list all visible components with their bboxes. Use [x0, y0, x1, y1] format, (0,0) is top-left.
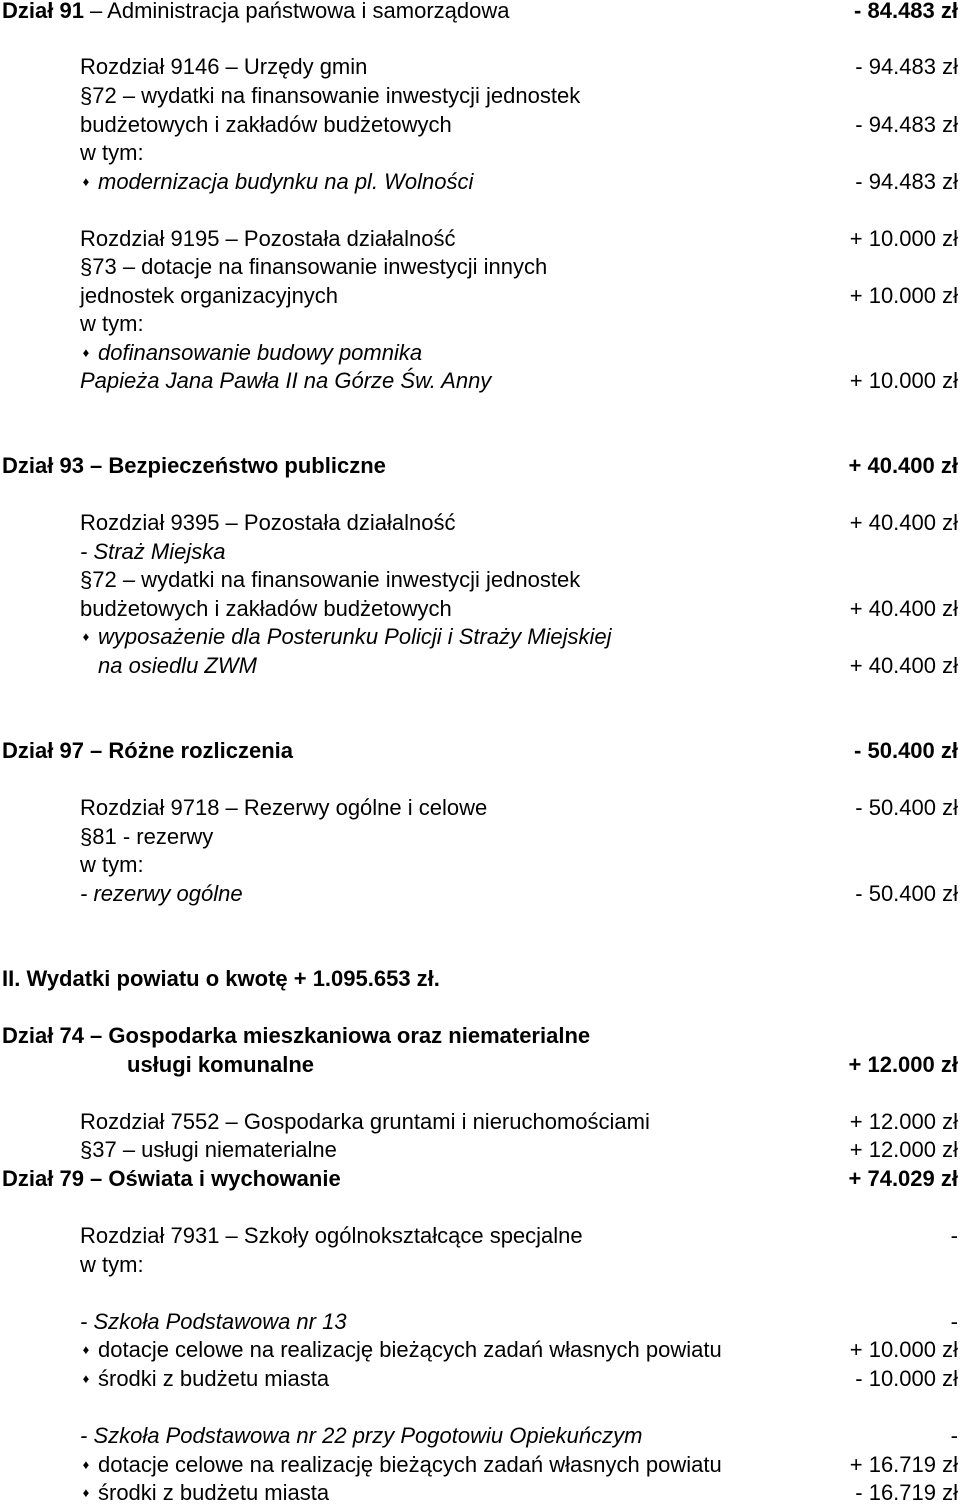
part-heading — [0, 965, 960, 993]
amount: - 16.719 zł — [855, 1480, 958, 1505]
amount: + 40.400 zł — [848, 453, 958, 478]
bullet-line — [0, 1336, 960, 1364]
paragraph-line — [0, 111, 960, 139]
item-line — [0, 880, 960, 908]
amount: + 40.400 zł — [849, 510, 958, 535]
bullet-icon: ♦ — [82, 1371, 90, 1386]
heading-text: Dział 91 – Administracja państwowa i samorządowa — [2, 0, 510, 23]
amount: + 74.029 zł — [848, 1166, 958, 1191]
label-line — [0, 139, 960, 167]
paragraph-line — [0, 253, 960, 281]
amount: + 12.000 zł — [849, 1137, 958, 1162]
item-text: środki z budżetu miasta — [98, 1480, 330, 1505]
item-text: Papieża Jana Pawła II na Górze Św. Anny — [80, 368, 492, 393]
section-heading — [0, 0, 960, 25]
item-line — [0, 538, 960, 566]
bullet-line — [0, 1365, 960, 1393]
amount: - 84.483 zł — [854, 0, 958, 23]
item-text: środki z budżetu miasta — [98, 1366, 330, 1391]
amount: + 16.719 zł — [849, 1452, 958, 1477]
bullet-line — [0, 1451, 960, 1479]
bullet-icon: ♦ — [82, 629, 90, 644]
item-text: na osiedlu ZWM — [98, 653, 257, 678]
section-heading — [0, 1022, 960, 1050]
item-text: - Szkoła Podstawowa nr 22 przy Pogotowiu Opiekuńczym — [80, 1423, 643, 1448]
bullet-line — [0, 168, 960, 196]
amount: - 50.400 zł — [855, 881, 958, 906]
chapter-line — [0, 225, 960, 253]
amount: - 94.483 zł — [855, 54, 958, 79]
item-line — [0, 1308, 960, 1336]
item-text: wyposażenie dla Posterunku Policji i Straży Miejskiej — [98, 624, 612, 649]
section-heading — [0, 737, 960, 765]
chapter-text: Rozdział 9395 – Pozostała działalność — [80, 510, 456, 535]
paragraph-text: §72 – wydatki na finansowanie inwestycji jednostek — [80, 567, 581, 592]
item-text: - Straż Miejska — [80, 539, 226, 564]
heading-text: II. Wydatki powiatu o kwotę + 1.095.653 zł. — [2, 966, 440, 991]
amount: - 94.483 zł — [855, 169, 958, 194]
chapter-line — [0, 794, 960, 822]
label-text: w tym: — [80, 852, 144, 877]
item-line — [0, 652, 960, 680]
label-text: w tym: — [80, 1252, 144, 1277]
paragraph-line — [0, 282, 960, 310]
amount: - 50.400 zł — [855, 795, 958, 820]
amount: - — [950, 1423, 958, 1448]
bullet-line — [0, 623, 960, 651]
bullet-line — [0, 1479, 960, 1507]
chapter-text: Rozdział 7552 – Gospodarka gruntami i nieruchomościami — [80, 1109, 650, 1134]
paragraph-text: §72 – wydatki na finansowanie inwestycji jednostek — [80, 83, 581, 108]
paragraph-text: budżetowych i zakładów budżetowych — [80, 112, 452, 137]
heading-text: Dział 97 – Różne rozliczenia — [2, 738, 293, 763]
chapter-line — [0, 1222, 960, 1250]
item-line — [0, 367, 960, 395]
chapter-line — [0, 1108, 960, 1136]
chapter-line — [0, 509, 960, 537]
amount: + 12.000 zł — [848, 1052, 958, 1077]
amount: + 12.000 zł — [849, 1109, 958, 1134]
label-text: w tym: — [80, 140, 144, 165]
item-line — [0, 1422, 960, 1450]
amount: - — [950, 1309, 958, 1334]
item-text: - Szkoła Podstawowa nr 13 — [80, 1309, 347, 1334]
bullet-icon: ♦ — [82, 345, 90, 360]
paragraph-text: budżetowych i zakładów budżetowych — [80, 596, 452, 621]
chapter-text: Rozdział 9195 – Pozostała działalność — [80, 226, 456, 251]
item-text: dofinansowanie budowy pomnika — [98, 340, 423, 365]
heading-text: Dział 79 – Oświata i wychowanie — [2, 1166, 341, 1191]
chapter-text: Rozdział 9718 – Rezerwy ogólne i celowe — [80, 795, 488, 820]
paragraph-line — [0, 1136, 960, 1164]
bullet-line — [0, 339, 960, 367]
heading-text: usługi komunalne — [127, 1052, 315, 1077]
label-line — [0, 1251, 960, 1279]
amount: - — [950, 1223, 958, 1248]
paragraph-text: jednostek organizacyjnych — [80, 283, 339, 308]
heading-text: Dział 74 – Gospodarka mieszkaniowa oraz niematerialne — [2, 1023, 591, 1048]
chapter-line — [0, 53, 960, 81]
chapter-text: Rozdział 7931 – Szkoły ogólnokształcące specjalne — [80, 1223, 583, 1248]
amount: + 10.000 zł — [849, 283, 958, 308]
amount: + 40.400 zł — [849, 653, 958, 678]
paragraph-text: §37 – usługi niematerialne — [80, 1137, 337, 1162]
section-heading-continued — [0, 1051, 960, 1079]
bullet-icon: ♦ — [82, 1457, 90, 1472]
paragraph-line — [0, 595, 960, 623]
amount: + 10.000 zł — [849, 1337, 958, 1362]
paragraph-text: §73 – dotacje na finansowanie inwestycji innych — [80, 254, 548, 279]
chapter-text: Rozdział 9146 – Urzędy gmin — [80, 54, 368, 79]
heading-text: Dział 93 – Bezpieczeństwo publiczne — [2, 453, 386, 478]
item-text: dotacje celowe na realizację bieżących zadań własnych powiatu — [98, 1452, 722, 1477]
paragraph-line — [0, 566, 960, 594]
amount: - 10.000 zł — [855, 1366, 958, 1391]
bullet-icon: ♦ — [82, 1485, 90, 1500]
label-text: w tym: — [80, 311, 144, 336]
section-heading — [0, 1165, 960, 1193]
section-heading — [0, 452, 960, 480]
label-line — [0, 310, 960, 338]
paragraph-text: §81 - rezerwy — [80, 824, 214, 849]
paragraph-line — [0, 823, 960, 851]
amount: - 50.400 zł — [854, 738, 958, 763]
item-text: dotacje celowe na realizację bieżących zadań własnych powiatu — [98, 1337, 722, 1362]
bullet-icon: ♦ — [82, 174, 90, 189]
amount: - 94.483 zł — [855, 112, 958, 137]
amount: + 10.000 zł — [849, 226, 958, 251]
label-line — [0, 851, 960, 879]
amount: + 10.000 zł — [849, 368, 958, 393]
paragraph-line — [0, 82, 960, 110]
item-text: modernizacja budynku na pl. Wolności — [98, 169, 474, 194]
bullet-icon: ♦ — [82, 1342, 90, 1357]
item-text: - rezerwy ogólne — [80, 881, 243, 906]
amount: + 40.400 zł — [849, 596, 958, 621]
